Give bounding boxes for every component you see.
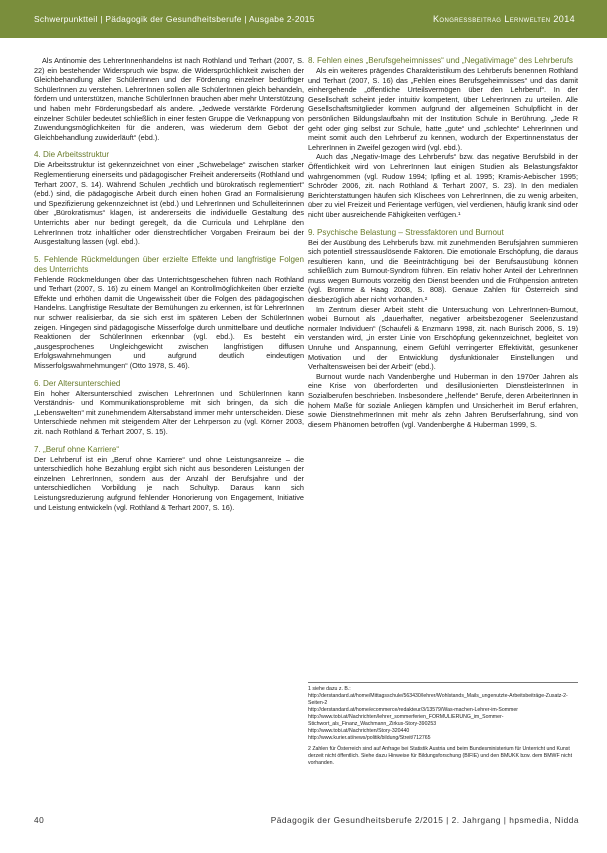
footnote-1-link[interactable]: http://derstandard.at/home/Mittagsschule/563430/lehrer/Wohlstands_Mails_ungenutzte-Arbeitsbeiträge-Zusatz-2-Seiten-2 (308, 693, 568, 706)
footnote-1-link[interactable]: http://www.tobi.at/Nachrichten/Story-320440 (308, 728, 410, 734)
page-number: 40 (34, 815, 45, 825)
heading-psychische-belastung: 9. Psychische Belastung – Stressfaktoren und Burnout (308, 227, 504, 237)
footer-journal-info: Pädagogik der Gesundheitsberufe 2/2015 | 2. Jahrgang | hpsmedia, Nidda (270, 815, 579, 825)
paragraph-altersunterschied: Ein hoher Altersunterschied zwischen LehrerInnen und SchülerInnen kann Verständnis- und Kommunikationsprobleme mit sich bringen, da sich die „Lebenswelten“ mit zunehmendem Altersabstand immer mehr unterscheiden. Diese Unterschiede nehmen mit steigendem Alter der Lehrperson zu (vgl. Körner 2003, zit. nach Rothland & Terhart 2007, S. 15). (34, 388, 304, 436)
paragraph-burnout-definition: Im Zentrum dieser Arbeit steht die Untersuchung von LehrerInnen-Burnout, wobei Burnout als „dauerhafter, negativer arbeitsbezogener Seelenzustand normaler Individuen“ (Schaufeli & Enzmann 1998, zit. nach Burisch 2006, S. 19) verstanden wird, „in erster Linie von Erschöpfung gekennzeichnet, begleitet von Unruhe und Anspannung, einem Gefühl verringerter Effektivität, gesunkener Motivation und der Entwicklung dysfunktionaler Einstellungen und Verhaltensweisen bei der Arbeit“ (ebd.). (308, 304, 578, 372)
footnote-1-link[interactable]: http://derstandard.at/home/ecommerce/redakteur/3/13579/Was-machen-Lehrer-im-Sommer (308, 707, 518, 713)
paragraph-negativimage: Auch das „Negativ-Image des Lehrberufs“ bzw. das negative Berufsbild in der Öffentlichkeit wird von LehrerInnen laut einigen Studien als Belastungsfaktor wahrgenommen (vgl. Rudow 1994; Ipfling et al. 1995; Kramis-Aebischer 1995; Schröder 2006, zit. nach Rothland & Terhart 2007, S. 23). In den medialen Berichterstattungen häufen sich Klischees von LehrerInnen, die zu wenig arbeiten, über zu viel Freizeit und Ferientage verfügen, viel verdienen, häufig krank sind oder nicht über ausreichende Fähigkeiten verfügen.¹ (308, 152, 578, 219)
paragraph-burnout-geschichte: Burnout wurde nach Vandenberghe und Huberman in den 1970er Jahren als eine Krise von überforderten und desillusionierten DienstleisterInnen in Sozialberufen beschrieben. Insbesondere „helfende“ Berufe, deren ArbeiterInnen in hohem Maße für soziale Anliegen kämpfen und Unsicherheit im Beruf erfahren, sowie DienstnehmerInnen mit mehr als zehn Jahren Berufserfahrung, sind von diesem Phänomen betroffen (vgl. Vandenberghe & Huberman 1999, S. (308, 371, 578, 429)
paragraph-antinomie: Als Antinomie des LehrerInnenhandelns ist nach Rothland und Terhart (2007, S. 22) ein bestehender Widerspruch wie bspw. die Widersprüchlichkeit zwischen der Gleichbehandlung aller SchülerInnen und der Förderung einzelner bedürftiger SchülerInnen zu verstehen. LehrerInnen sollen alle SchülerInnen gleich behandeln, fördern und unterstützen, manche SchülerInnen brauchen aber mehr Unterstützung und haben mehr Förderungsbedarf als andere. „Jedwede verstärkte Förderung einzelner Schüler bedeutet schließlich in einer festen Gruppe die Verknappung von Zuwendungsmöglichkeiten für die anderen, was wiederum dem Gebot der Gleichbehandlung zuwiderläuft“ (ebd.). (34, 56, 304, 142)
footnote-1-link[interactable]: http://www.tobi.at/Nachrichten/lehrer_sommerferien_FORMULIERUNG_im_Sommer-Stichwort_als_Finanz_Wachmann_Zirkus-Story-390253 (308, 714, 504, 727)
paragraph-arbeitsstruktur: Die Arbeitsstruktur ist gekennzeichnet von einer „Schwebelage“ zwischen starker Reglementierung einerseits und pädagogischer Freiheit andererseits (Rothland und Terhart 2007, S. 14). Während Schulen „rechtlich und bürokratisch reglementiert“ (ebd.) sind, die pädagogische Arbeit durch einen hohen Grad an Formalisierung und Spezifizierung gekennzeichnet ist (ebd.) und LehrerInnen und Schulleiterinnen über „Bürokratismus“ klagen, ist andererseits die individuelle Gestaltung des Unterrichts aber nur bedingt geregelt, da die Curricula und Lehrpläne den LehrerInnen trotz inhaltlicher oder dienstrechtlicher Vorgaben Freiraum bei der Ausgestaltung lassen (vgl. ebd.). (34, 160, 304, 247)
header-section-label: Kongressbeitrag Lernwelten 2014 (433, 14, 575, 24)
footnote-2: 2 Zahlen für Österreich sind auf Anfrage bei Statistik Austria und beim Bundesministerium für Unterricht und Kunst derzeit nicht öffentlich. Siehe dazu Hinweise für Bildungsforschung (BIFIE) und den BMUKK bzw. dem BMWF nicht vorhanden. (308, 746, 573, 766)
paragraph-belastung: Bei der Ausübung des Lehrberufs bzw. mit zunehmenden Berufsjahren summieren sich potentiell stressauslösende Faktoren. Die emotionale Erschöpfung, die daraus resultieren kann, und die Beeinträchtigung bei der Berufsausübung können schließlich zum Burnout-Syndrom führen. Ein relativ hoher Anteil der LehrerInnen muss wegen Burnouts vorzeitig den Dienst beenden und die Frühpension antreten (vgl. Bromme & Haag 2008, S. 808). Genaue Zahlen für Österreich sind diesbezüglich aber nicht vorhanden.² (308, 237, 578, 305)
left-column (34, 56, 304, 512)
heading-berufsgeheimnis: 8. Fehlen eines „Berufsgeheimnisses“ und „Negativimage“ des Lehrberufs (308, 56, 573, 65)
footnote-1-head: 1 siehe dazu z. B.: (308, 686, 351, 692)
right-column (308, 56, 578, 429)
footnote-1-link[interactable]: http://www.kurier.at/news/politik/bildung/Streit/712765 (308, 735, 431, 741)
paragraph-berufsgeheimnis: Als ein weiteres prägendes Charakteristikum des Lehrberufs benennen Rothland und Terhart (2007, S. 16) das „Fehlen eines Berufsgeheimnisses“ und das damit einhergehende „öffentliche Urteilsvermögen über den Lehrberuf“. In der Gesellschaft scheint jeder intuitiv kompetent, über LehrerInnen zu urteilen. Alle Gesellschaftsmitglieder kommen aufgrund der allgemeinen Schulpflicht in der persönlichen Bildungslaufbahn mit der Institution Schule in Berührung. „Jede R geht oder ging selbst zur Schule, hatte „gute“ und „schlechte“ LehrerInnen und meint somit auch den Lehrberuf zu kennen, wodurch der Expertinnenstatus der LehrerInnen in Zweifel gezogen wird (vgl. ebd.). (308, 66, 578, 152)
heading-arbeitsstruktur: 4. Die Arbeitsstruktur (34, 150, 110, 160)
header-journal-info: Schwerpunktteil | Pädagogik der Gesundheitsberufe | Ausgabe 2-2015 (34, 14, 315, 24)
heading-beruf-ohne-karriere: 7. „Beruf ohne Karriere“ (34, 444, 120, 454)
paragraph-rueckmeldungen: Fehlende Rückmeldungen über das Unterrichtsgeschehen führen nach Rothland und Terhart (2007, S. 16) zu einem Mangel an Kontrollmöglichkeiten über erzielte Effekte und erhöhen damit die Ungewissheit über die Folgen des pädagogischen Handelns. Langfristige Resultate der Bemühungen zu erkennen, ist für LehrerInnen nur schwer realisierbar, da sie sich erst im späteren Leben der SchülerInnen zeigen. Hingegen sind pädagogische Misserfolge durch unmittelbare und deutliche Reaktionen der SchülerInnen erkennbar (vgl. ebd.). Es besteht ein „ausgesprochenes Ungleichgewicht zwischen langfristigen diffusen Erfolgswahrnehmungen und aufgrund deutlich eindeutigen Misserfolgswahrnehmungen“ (Otto 1978, S. 46). (34, 274, 304, 371)
page-header (0, 0, 607, 38)
paragraph-beruf-ohne-karriere: Der Lehrberuf ist ein „Beruf ohne Karriere“ und ohne Leistungsanreize – die unterschiedlich hohe Bezahlung ergibt sich nicht aus besonderen Leistungen der einzelnen LehrerInnen, sondern aus der Anzahl der Berufsjahre und der unterschiedlichen Vorbildung je nach Schultyp. Daraus kann sich Leistungsreduzierung aufgrund fehlender Honorierung von Engagement, Initiative und Leistung entwickeln (vgl. Rothland & Terhart 2007, S. 16). (34, 454, 304, 512)
heading-rueckmeldungen: 5. Fehlende Rückmeldungen über erzielte Effekte und langfristige Folgen des Unterrichts (34, 254, 304, 274)
footnotes (308, 682, 578, 767)
heading-altersunterschied: 6. Der Altersunterschied (34, 378, 121, 388)
